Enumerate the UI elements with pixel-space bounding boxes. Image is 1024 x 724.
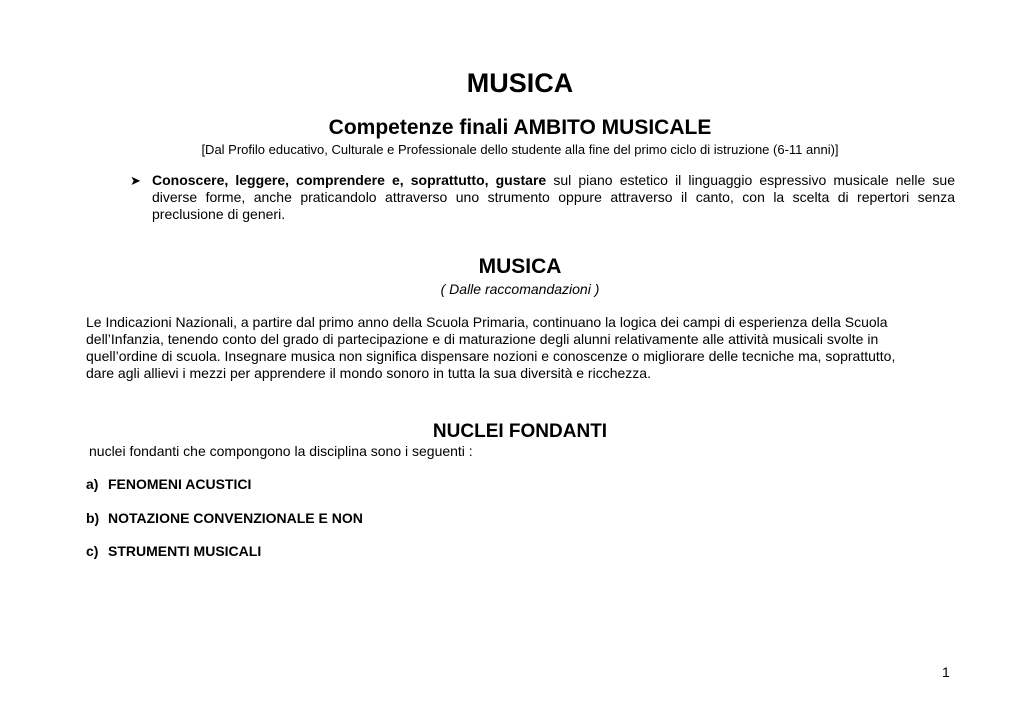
source-note: [Dal Profilo educativo, Culturale e Professionale dello studente alla fine del primo ciclo di istruzione (6-11 anni)] (201, 142, 839, 157)
arrow-bullet-icon: ➤ (130, 173, 141, 188)
paragraph-line: Le Indicazioni Nazionali, a partire dal primo anno della Scuola Primaria, continuano la logica dei campi di esperienza della Scuola (86, 314, 888, 330)
page-title: MUSICA (466, 68, 574, 98)
list-item (86, 510, 363, 526)
section-subtitle-raccomandazioni: ( Dalle raccomandazioni ) (440, 281, 600, 297)
page-subtitle: Competenze finali AMBITO MUSICALE (328, 116, 712, 139)
competence-bullet (130, 172, 955, 223)
section-title-nuclei: NUCLEI FONDANTI (432, 421, 608, 442)
competence-text (152, 172, 955, 223)
indicazioni-paragraph (86, 314, 946, 382)
page-number: 1 (942, 664, 950, 680)
competence-body-text: sul piano estetico il linguaggio espressivo musicale nelle sue diverse forme, anche praticandolo attraverso uno strumento oppure attraverso il canto, con la scelta di repertori senza preclusione di generi. (152, 172, 955, 222)
list-item-letter: b) (86, 510, 100, 526)
section-title-musica: MUSICA (478, 255, 562, 278)
paragraph-line: dell’Infanzia, tenendo conto del grado di partecipazione e di maturazione degli alunni relativamente alle attività musicali svolte in (86, 331, 879, 347)
competence-bold-text: Conoscere, leggere, comprendere e, soprattutto, gustare (152, 172, 547, 188)
list-item (86, 476, 251, 492)
list-item (86, 543, 261, 559)
nuclei-intro: nuclei fondanti che compongono la disciplina sono i seguenti : (89, 443, 473, 459)
list-item-label: STRUMENTI MUSICALI (108, 543, 262, 559)
paragraph-line: quell’ordine di scuola. Insegnare musica non significa dispensare nozioni e conoscenze o migliorare delle tecniche ma, soprattutto, (86, 348, 896, 364)
list-item-letter: a) (86, 476, 99, 492)
list-item-label: NOTAZIONE CONVENZIONALE E NON (108, 510, 363, 526)
paragraph-line: dare agli allievi i mezzi per apprendere il mondo sonoro in tutta la sua diversità e ricchezza. (86, 365, 651, 381)
list-item-letter: c) (86, 543, 99, 559)
list-item-label: FENOMENI ACUSTICI (108, 476, 252, 492)
